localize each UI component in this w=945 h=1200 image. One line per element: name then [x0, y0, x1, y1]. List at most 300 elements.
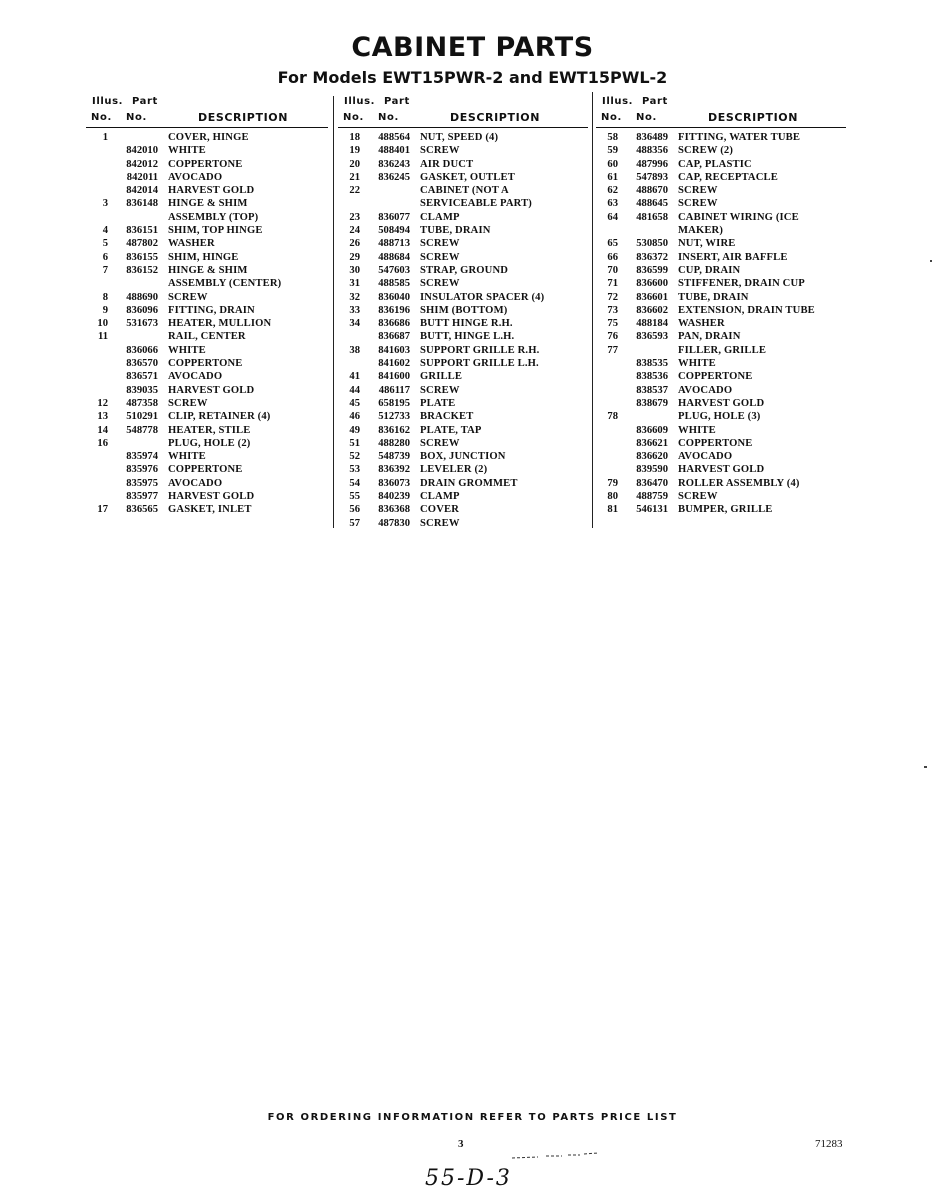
illus-number: 4	[102, 225, 108, 237]
page-number: 3	[458, 1138, 464, 1150]
illus-number: 32	[349, 291, 360, 303]
part-description: GASKET, INLET	[168, 504, 252, 516]
illus-number: 64	[607, 211, 618, 223]
part-description: COPPERTONE	[678, 371, 753, 383]
scan-speck	[924, 766, 927, 768]
part-number: 836565	[126, 504, 158, 516]
part-number: 839590	[636, 464, 668, 476]
illus-number: 70	[607, 264, 618, 276]
part-description: WHITE	[168, 344, 206, 356]
illus-number: 30	[349, 264, 360, 276]
parts-row	[596, 237, 846, 250]
part-number: 836151	[126, 225, 158, 237]
illus-number	[338, 330, 360, 343]
illus-number: 21	[349, 171, 360, 183]
parts-row	[338, 211, 588, 224]
part-description: SCREW	[168, 291, 208, 303]
part-description: HINGE & SHIM	[168, 264, 248, 276]
part-description: SCREW	[420, 145, 460, 157]
parts-row	[86, 277, 328, 290]
part-description: CLIP, RETAINER (4)	[168, 411, 271, 423]
illus-number: 12	[97, 397, 108, 409]
part-description: SCREW	[420, 517, 460, 529]
parts-row	[338, 171, 588, 184]
pen-scribble	[510, 1150, 600, 1162]
parts-row	[338, 277, 588, 290]
part-no-label: No.	[126, 112, 147, 123]
illus-number: 51	[349, 437, 360, 449]
illus-number: 9	[102, 304, 108, 316]
parts-row	[86, 317, 328, 330]
part-description: HEATER, MULLION	[168, 318, 272, 330]
parts-row	[86, 463, 328, 476]
parts-row	[596, 277, 846, 290]
illus-number	[86, 384, 108, 397]
part-label: Part	[132, 96, 158, 107]
part-number: 836243	[378, 158, 410, 170]
parts-row	[338, 384, 588, 397]
part-label: Part	[642, 96, 668, 107]
illus-number	[86, 277, 108, 290]
parts-row	[338, 463, 588, 476]
illus-number: 3	[102, 198, 108, 210]
illus-number: 79	[607, 477, 618, 489]
parts-row	[338, 490, 588, 503]
part-number	[108, 211, 168, 224]
part-description: CAP, RECEPTACLE	[678, 171, 778, 183]
part-description: SUPPORT GRILLE L.H.	[420, 358, 539, 370]
parts-row	[86, 477, 328, 490]
part-description: SCREW	[420, 437, 460, 449]
parts-row	[596, 251, 846, 264]
part-number: 842011	[126, 171, 158, 183]
part-number: 488759	[636, 491, 668, 503]
part-description: SERVICEABLE PART)	[420, 198, 532, 210]
illus-number: 71	[607, 278, 618, 290]
illus-number	[86, 344, 108, 357]
part-number: 546131	[636, 504, 668, 516]
illus-number	[338, 357, 360, 370]
part-number: 836077	[378, 211, 410, 223]
part-number: 836372	[636, 251, 668, 263]
part-description: CLAMP	[420, 491, 460, 503]
part-number	[108, 131, 168, 144]
part-description: CABINET WIRING (ICE	[678, 211, 799, 223]
parts-row	[338, 370, 588, 383]
parts-rows	[86, 128, 328, 517]
parts-row	[596, 144, 846, 157]
part-number: 508494	[378, 225, 410, 237]
part-number: 836148	[126, 198, 158, 210]
part-description: FILLER, GRILLE	[678, 344, 767, 356]
description-label: DESCRIPTION	[708, 111, 799, 124]
parts-row	[86, 370, 328, 383]
illus-number: 26	[349, 238, 360, 250]
column-header	[596, 93, 846, 128]
part-description: SHIM, TOP HINGE	[168, 225, 263, 237]
part-description: FITTING, DRAIN	[168, 304, 255, 316]
part-description: COPPERTONE	[168, 464, 243, 476]
part-description: PLATE, TAP	[420, 424, 482, 436]
scan-speck	[930, 260, 932, 262]
part-description: SHIM (BOTTOM)	[420, 304, 508, 316]
parts-row	[86, 251, 328, 264]
part-description: PAN, DRAIN	[678, 331, 741, 343]
part-description: HARVEST GOLD	[678, 397, 765, 409]
illus-number	[596, 450, 618, 463]
illus-number: 53	[349, 464, 360, 476]
part-number: 841600	[378, 371, 410, 383]
part-number: 841603	[378, 344, 410, 356]
parts-column-1	[86, 93, 328, 517]
illus-number	[596, 463, 618, 476]
part-description: HARVEST GOLD	[168, 384, 255, 396]
part-description: PLATE	[420, 397, 456, 409]
illus-number: 31	[349, 278, 360, 290]
part-number: 488684	[378, 251, 410, 263]
parts-row	[86, 450, 328, 463]
part-description: BUTT HINGE R.H.	[420, 318, 513, 330]
part-description: ASSEMBLY (TOP)	[168, 211, 259, 223]
part-number: 836040	[378, 291, 410, 303]
part-description: SCREW	[678, 491, 718, 503]
parts-row	[596, 264, 846, 277]
models-subtitle: For Models EWT15PWR-2 and EWT15PWL-2	[277, 68, 668, 87]
parts-row	[596, 357, 846, 370]
part-description: SCREW	[420, 238, 460, 250]
parts-row	[596, 437, 846, 450]
part-description: WHITE	[678, 358, 716, 370]
part-number: 836593	[636, 331, 668, 343]
part-number	[618, 344, 678, 357]
illus-number: 61	[607, 171, 618, 183]
part-number: 839035	[126, 384, 158, 396]
illus-number: 22	[349, 185, 360, 197]
part-description: INSERT, AIR BAFFLE	[678, 251, 788, 263]
illus-number: 77	[607, 344, 618, 356]
parts-row	[338, 357, 588, 370]
illus-number	[86, 450, 108, 463]
part-number: 842010	[126, 145, 158, 157]
part-description: NUT, SPEED (4)	[420, 132, 499, 143]
illus-number	[86, 144, 108, 157]
part-description: SCREW	[678, 198, 718, 210]
part-number: 838535	[636, 358, 668, 370]
part-description: HINGE & SHIM	[168, 198, 248, 210]
part-description: SCREW	[420, 278, 460, 290]
parts-row	[86, 330, 328, 343]
parts-row	[86, 384, 328, 397]
parts-row	[338, 397, 588, 410]
column-divider	[333, 96, 334, 528]
parts-row	[596, 304, 846, 317]
parts-row	[596, 211, 846, 224]
parts-row	[596, 197, 846, 210]
illus-number	[596, 397, 618, 410]
part-description: GASKET, OUTLET	[420, 171, 515, 183]
part-number: 836621	[636, 437, 668, 449]
part-number: 836245	[378, 171, 410, 183]
part-number: 836392	[378, 464, 410, 476]
part-description: AVOCADO	[678, 451, 733, 463]
parts-row	[338, 251, 588, 264]
parts-row	[338, 184, 588, 197]
illus-number: 55	[349, 491, 360, 503]
parts-column-2	[338, 93, 588, 530]
part-number: 842014	[126, 185, 158, 197]
part-number: 836368	[378, 504, 410, 516]
part-number: 836609	[636, 424, 668, 436]
illus-number: 33	[349, 304, 360, 316]
part-number	[618, 410, 678, 423]
ordering-note: FOR ORDERING INFORMATION REFER TO PARTS PRICE LIST	[267, 1112, 678, 1123]
illus-number: 62	[607, 185, 618, 197]
part-number	[618, 224, 678, 237]
part-description: NUT, WIRE	[678, 238, 736, 250]
parts-row	[596, 424, 846, 437]
parts-row	[338, 317, 588, 330]
part-description: CUP, DRAIN	[678, 264, 741, 276]
parts-row	[86, 171, 328, 184]
illus-number: 14	[97, 424, 108, 436]
illus-number: 18	[349, 132, 360, 143]
parts-rows	[338, 128, 588, 530]
parts-row	[338, 224, 588, 237]
part-number: 530850	[636, 238, 668, 250]
part-description: COPPERTONE	[168, 358, 243, 370]
part-number: 486117	[378, 384, 410, 396]
illus-number: 75	[607, 318, 618, 330]
parts-row	[86, 197, 328, 210]
illus-number: 23	[349, 211, 360, 223]
illus-number	[86, 357, 108, 370]
part-number	[360, 197, 420, 210]
part-number: 481658	[636, 211, 668, 223]
part-number: 836196	[378, 304, 410, 316]
parts-row	[338, 477, 588, 490]
illus-number	[86, 370, 108, 383]
part-description: CAP, PLASTIC	[678, 158, 752, 170]
parts-row	[338, 304, 588, 317]
part-description: SCREW	[420, 384, 460, 396]
part-number: 836602	[636, 304, 668, 316]
part-description: GRILLE	[420, 371, 463, 383]
illus-number	[596, 224, 618, 237]
illus-number: 44	[349, 384, 360, 396]
part-number	[360, 184, 420, 197]
illus-number	[86, 490, 108, 503]
parts-row	[86, 304, 328, 317]
part-number	[108, 330, 168, 343]
part-number: 840239	[378, 491, 410, 503]
column-header	[338, 93, 588, 128]
part-number: 488585	[378, 278, 410, 290]
parts-row	[86, 144, 328, 157]
part-number: 487358	[126, 397, 158, 409]
parts-row	[338, 237, 588, 250]
part-description: ROLLER ASSEMBLY (4)	[678, 477, 800, 489]
part-description: RAIL, CENTER	[168, 331, 246, 343]
part-number: 548778	[126, 424, 158, 436]
part-description: SHIM, HINGE	[168, 251, 239, 263]
part-description: PLUG, HOLE (3)	[678, 411, 761, 423]
part-number: 836687	[378, 331, 410, 343]
parts-row	[338, 158, 588, 171]
illus-number	[86, 184, 108, 197]
part-number: 488564	[378, 132, 410, 143]
illus-number: 81	[607, 504, 618, 516]
parts-row	[338, 450, 588, 463]
illus-number: 80	[607, 491, 618, 503]
part-description: WASHER	[168, 238, 215, 250]
parts-row	[596, 131, 846, 144]
part-number: 836470	[636, 477, 668, 489]
part-description: FITTING, WATER TUBE	[678, 132, 801, 143]
part-number: 658195	[378, 397, 410, 409]
illus-number: 17	[97, 504, 108, 516]
part-number: 488356	[636, 145, 668, 157]
part-description: WHITE	[678, 424, 716, 436]
parts-row	[86, 424, 328, 437]
part-number: 836600	[636, 278, 668, 290]
description-label: DESCRIPTION	[450, 111, 541, 124]
illus-number: 11	[97, 331, 108, 343]
part-description: WHITE	[168, 145, 206, 157]
illus-number: 41	[349, 371, 360, 383]
parts-row	[86, 131, 328, 144]
parts-row	[86, 397, 328, 410]
part-number: 836620	[636, 451, 668, 463]
part-description: WASHER	[678, 318, 725, 330]
part-description: ASSEMBLY (CENTER)	[168, 278, 282, 290]
part-description: HEATER, STILE	[168, 424, 251, 436]
part-description: AVOCADO	[168, 477, 223, 489]
illus-number: 13	[97, 411, 108, 423]
parts-row	[596, 397, 846, 410]
illus-label: Illus.	[602, 96, 634, 107]
parts-row	[86, 344, 328, 357]
part-number: 841602	[378, 358, 410, 370]
part-description: SCREW (2)	[678, 145, 734, 157]
parts-row	[86, 264, 328, 277]
illus-number: 59	[607, 145, 618, 157]
part-no-label: No.	[636, 112, 657, 123]
part-number: 487996	[636, 158, 668, 170]
part-number: 488280	[378, 437, 410, 449]
part-number: 510291	[126, 411, 158, 423]
part-number: 488184	[636, 318, 668, 330]
part-number: 838537	[636, 384, 668, 396]
part-description: MAKER)	[678, 225, 724, 237]
part-number: 836571	[126, 371, 158, 383]
parts-row	[338, 144, 588, 157]
part-number: 835977	[126, 491, 158, 503]
illus-no-label: No.	[91, 112, 112, 123]
illus-number: 5	[102, 238, 108, 250]
illus-number: 20	[349, 158, 360, 170]
illus-number: 38	[349, 344, 360, 356]
illus-number	[86, 211, 108, 224]
illus-number: 52	[349, 451, 360, 463]
part-description: STIFFENER, DRAIN CUP	[678, 278, 805, 290]
parts-row	[86, 503, 328, 516]
illus-number: 57	[349, 517, 360, 529]
parts-row	[86, 410, 328, 423]
parts-row	[338, 424, 588, 437]
parts-row	[596, 291, 846, 304]
part-description: HARVEST GOLD	[678, 464, 765, 476]
part-number: 488690	[126, 291, 158, 303]
parts-row	[86, 490, 328, 503]
illus-number	[86, 463, 108, 476]
parts-row	[338, 291, 588, 304]
part-number: 835974	[126, 451, 158, 463]
illus-number: 65	[607, 238, 618, 250]
parts-row	[86, 184, 328, 197]
illus-number: 10	[97, 318, 108, 330]
part-number	[108, 437, 168, 450]
illus-number: 45	[349, 397, 360, 409]
part-number: 835975	[126, 477, 158, 489]
part-number: 836073	[378, 477, 410, 489]
part-number: 487802	[126, 238, 158, 250]
part-description: COVER	[420, 504, 460, 516]
part-number: 512733	[378, 411, 410, 423]
part-number: 836066	[126, 344, 158, 356]
parts-row	[596, 490, 846, 503]
part-description: TUBE, DRAIN	[678, 291, 749, 303]
parts-column-3	[596, 93, 846, 517]
part-description: AIR DUCT	[420, 158, 474, 170]
part-description: STRAP, GROUND	[420, 264, 509, 276]
illus-number: 56	[349, 504, 360, 516]
parts-row	[596, 184, 846, 197]
parts-row	[596, 224, 846, 237]
part-number: 488645	[636, 198, 668, 210]
part-description: TUBE, DRAIN	[420, 225, 491, 237]
illus-number	[86, 477, 108, 490]
part-number: 548739	[378, 451, 410, 463]
illus-number: 63	[607, 198, 618, 210]
part-description: BOX, JUNCTION	[420, 451, 506, 463]
parts-row	[86, 237, 328, 250]
part-description: BUTT, HINGE L.H.	[420, 331, 515, 343]
part-number: 488713	[378, 238, 410, 250]
part-number: 488670	[636, 185, 668, 197]
parts-row	[596, 344, 846, 357]
parts-row	[338, 437, 588, 450]
parts-row	[338, 410, 588, 423]
part-number: 836489	[636, 132, 668, 143]
parts-rows	[596, 128, 846, 517]
description-label: DESCRIPTION	[198, 111, 289, 124]
illus-number	[596, 357, 618, 370]
parts-row	[596, 317, 846, 330]
illus-number: 76	[607, 331, 618, 343]
parts-row	[596, 450, 846, 463]
illus-no-label: No.	[343, 112, 364, 123]
illus-label: Illus.	[344, 96, 376, 107]
handwritten-note: 55-D-3	[425, 1166, 512, 1191]
part-number: 836155	[126, 251, 158, 263]
parts-row	[338, 330, 588, 343]
illus-number: 60	[607, 158, 618, 170]
part-number: 836601	[636, 291, 668, 303]
illus-number: 1	[102, 132, 108, 143]
part-description: COPPERTONE	[168, 158, 243, 170]
part-description: SCREW	[420, 251, 460, 263]
part-label: Part	[384, 96, 410, 107]
